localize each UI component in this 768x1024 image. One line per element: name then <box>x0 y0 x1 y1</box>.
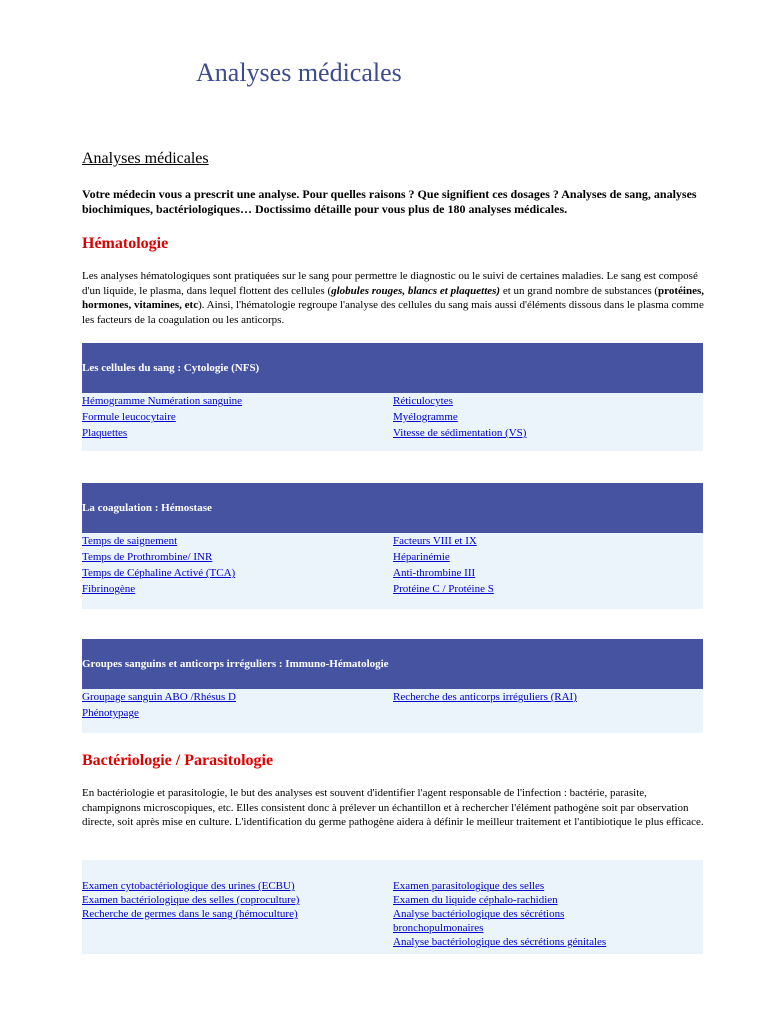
link-myelogramme[interactable]: Myélogramme <box>393 411 458 423</box>
link-proteine-c-s[interactable]: Protéine C / Protéine S <box>393 583 494 595</box>
table-header: Les cellules du sang : Cytologie (NFS) <box>82 343 703 393</box>
table-bacteriologie <box>82 860 703 954</box>
link-hemogramme[interactable]: Hémogramme Numération sanguine <box>82 395 243 407</box>
table-body <box>82 533 703 609</box>
hemato-text-strong: protéines, hormones, vitamines, etc <box>82 284 704 311</box>
hemato-text-1: Les analyses hématologiques sont pratiquées sur le sang pour permettre le diagnostic ou le suivi de certaines maladies. Le sang est composé d'un liquide, le plasma, dans lequel flottent des cellules ( <box>82 270 698 297</box>
link-secretions-genitales[interactable]: Analyse bactériologique des sécrétions génitales <box>393 936 607 948</box>
link-secretions-broncho[interactable]: Analyse bactériologique des sécrétions bronchopulmonaires <box>393 908 565 934</box>
table-header: La coagulation : Hémostase <box>82 483 703 533</box>
link-ecbu[interactable]: Examen cytobactériologique des urines (ECBU) <box>82 880 295 892</box>
link-hemoculture[interactable]: Recherche de germes dans le sang (hémoculture) <box>82 908 298 920</box>
heading-hematologie: Hématologie <box>82 235 169 252</box>
link-phenotypage[interactable]: Phénotypage <box>82 707 139 719</box>
link-formule-leucocytaire[interactable]: Formule leucocytaire <box>82 411 176 423</box>
link-recherche-anticorps[interactable]: Recherche des anticorps irréguliers (RAI) <box>393 691 577 703</box>
hematologie-paragraph <box>82 269 706 327</box>
link-fibrinogene[interactable]: Fibrinogène <box>82 583 136 595</box>
link-coproculture[interactable]: Examen bactériologique des selles (coproculture) <box>82 894 300 906</box>
link-temps-saignement[interactable]: Temps de saignement <box>82 535 178 547</box>
table-body <box>82 393 703 451</box>
link-parasitologique-selles[interactable]: Examen parasitologique des selles <box>393 880 545 892</box>
link-temps-cephaline[interactable]: Temps de Céphaline Activé (TCA) <box>82 567 236 579</box>
link-anti-thrombine[interactable]: Anti-thrombine III <box>393 567 476 579</box>
bacteriologie-paragraph: En bactériologie et parasitologie, le but des analyses est souvent d'identifier l'agent responsable de l'infection : bactérie, parasite, champignons microscopiques, etc. Elles consistent donc à prélever un échantillon et à rechercher l'élément pathogène soit par observation directe, soit après mise en culture. L'identification du germe pathogène aidera à définir le meilleur traitement et l'antibiotique le plus efficace. <box>82 787 704 828</box>
page-title: Analyses médicales <box>196 58 402 87</box>
table-hemostase <box>82 483 703 609</box>
link-facteurs-viii-ix[interactable]: Facteurs VIII et IX <box>393 535 477 547</box>
table-body <box>82 689 703 733</box>
link-temps-prothrombine[interactable]: Temps de Prothrombine/ INR <box>82 551 213 563</box>
hemato-text-2: et un grand nombre de substances ( <box>500 284 659 297</box>
table-header: Groupes sanguins et anticorps irréguliers : Immuno-Hématologie <box>82 639 703 689</box>
link-liquide-cephalo[interactable]: Examen du liquide céphalo-rachidien <box>393 894 558 906</box>
table-immuno <box>82 639 703 733</box>
link-plaquettes[interactable]: Plaquettes <box>82 427 128 439</box>
hemato-text-em: globules rouges, blancs et plaquettes) <box>331 284 501 297</box>
intro-text: Votre médecin vous a prescrit une analyse. Pour quelles raisons ? Que signifient ces dosages ? Analyses de sang, analyses biochimiques, bactériologiques… Doctissimo détaille pour vous plus de 180 analyses médicales. <box>82 187 697 216</box>
section-heading: Analyses médicales <box>82 150 209 167</box>
link-reticulocytes[interactable]: Réticulocytes <box>393 395 453 407</box>
link-vitesse-sedimentation[interactable]: Vitesse de sédimentation (VS) <box>393 427 527 439</box>
hemato-text-3: ). Ainsi, l'hématologie regroupe l'analyse des cellules du sang mais aussi d'éléments dissous dans le plasma comme les facteurs de la coagulation ou les anticorps. <box>82 299 704 326</box>
table-cytologie <box>82 343 703 451</box>
heading-bacteriologie: Bactériologie / Parasitologie <box>82 752 274 769</box>
link-heparinemie[interactable]: Héparinémie <box>393 551 450 563</box>
table-body <box>82 860 703 954</box>
link-groupage-sanguin[interactable]: Groupage sanguin ABO /Rhésus D <box>82 691 236 703</box>
